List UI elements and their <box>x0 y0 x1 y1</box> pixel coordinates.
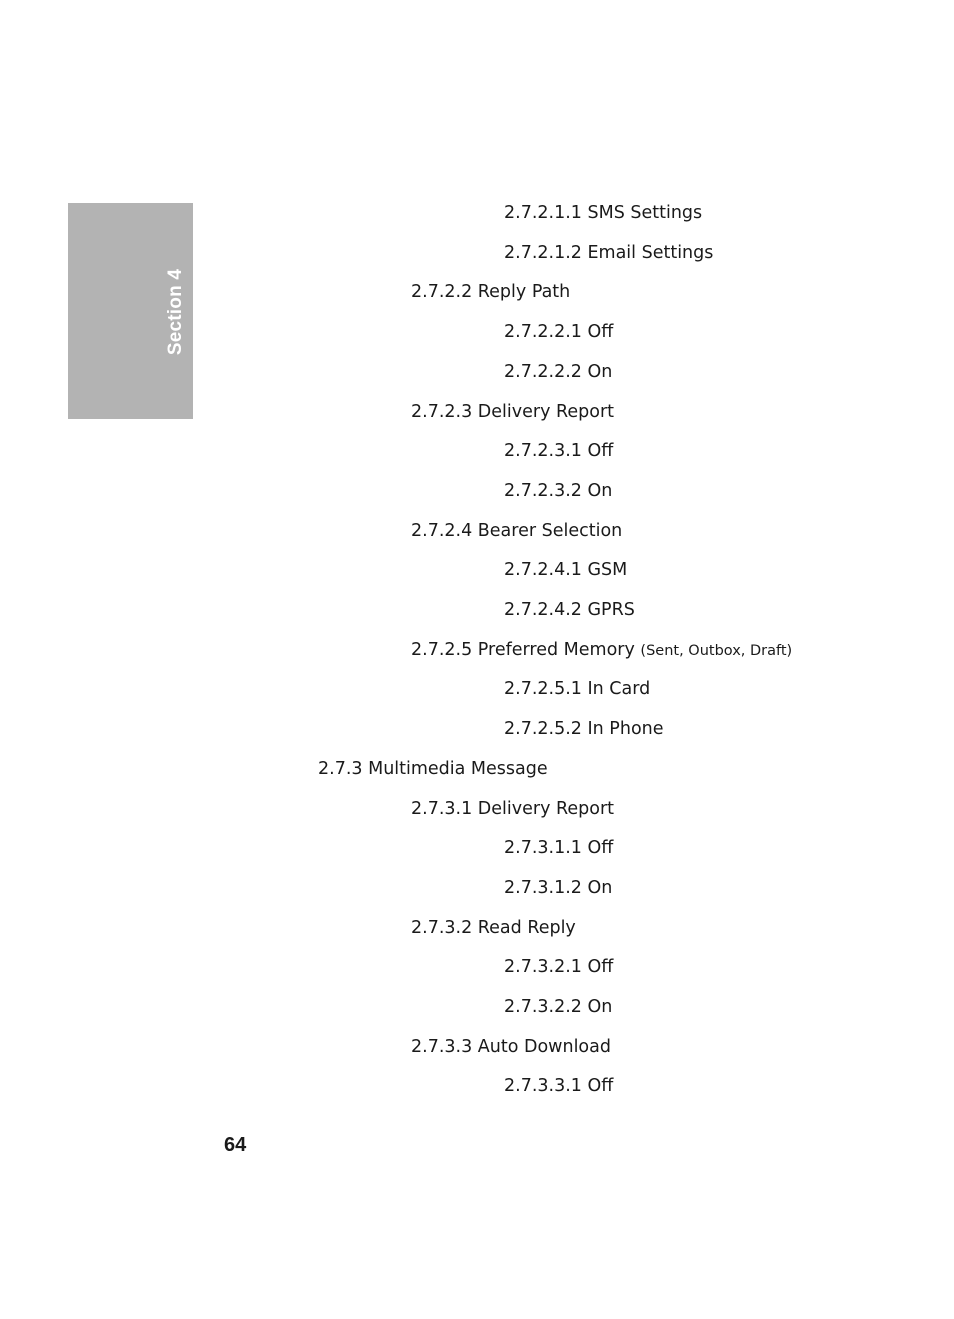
menu-entry-text: 2.7.2.3.2 On <box>504 480 613 501</box>
menu-entry <box>504 877 612 899</box>
menu-entry-text: 2.7.3.2.1 Off <box>504 957 614 978</box>
menu-entry-text: 2.7.2.2.2 On <box>504 361 613 382</box>
menu-entry-text: 2.7.2.5.2 In Phone <box>504 719 664 740</box>
menu-entry <box>504 559 627 581</box>
menu-entry-text: 2.7.2.4.2 GPRS <box>504 600 635 620</box>
menu-entry <box>318 758 548 780</box>
menu-entry <box>411 281 570 303</box>
menu-entry-note: (Sent, Outbox, Draft) <box>640 642 793 659</box>
menu-entry <box>411 639 792 662</box>
menu-entry-text: 2.7.2.4.1 GSM <box>504 560 628 581</box>
menu-entry-text: 2.7.2.5 Preferred Memory <box>411 639 635 660</box>
menu-entry <box>504 996 612 1018</box>
menu-entry-text: 2.7.3.1.1 Off <box>504 838 614 859</box>
page-number: 64 <box>224 1134 247 1156</box>
menu-entry-text: 2.7.2.3 Delivery Report <box>411 401 615 422</box>
menu-entry-text: 2.7.3.2.2 On <box>504 997 613 1017</box>
menu-entry-text: 2.7.3.3 Auto Download <box>411 1036 611 1057</box>
menu-entry <box>411 917 576 939</box>
menu-entry <box>504 718 664 740</box>
menu-entry-text: 2.7.2.1.2 Email Settings <box>504 242 714 263</box>
menu-entry-text: 2.7.3.3.1 Off <box>504 1076 614 1097</box>
menu-entry-text: 2.7.2.1.1 SMS Settings <box>504 203 703 223</box>
menu-entry <box>504 1075 613 1097</box>
menu-entry <box>504 480 612 502</box>
menu-entry <box>504 599 635 621</box>
menu-entry-text: 2.7.2.4 Bearer Selection <box>411 520 623 541</box>
menu-entry-text: 2.7.2.2.1 Off <box>504 322 614 343</box>
menu-entry <box>504 321 613 343</box>
menu-entry <box>504 678 650 700</box>
menu-entry <box>411 1036 611 1058</box>
menu-entry-text: 2.7.2.5.1 In Card <box>504 679 651 700</box>
menu-entry <box>504 202 702 224</box>
menu-entry-text: 2.7.3.1 Delivery Report <box>411 798 615 819</box>
menu-entry-text: 2.7.2.3.1 Off <box>504 441 614 462</box>
menu-entry <box>411 798 614 820</box>
menu-entry-text: 2.7.3 Multimedia Message <box>318 758 548 779</box>
menu-entry <box>504 956 613 978</box>
section-label: Section 4 <box>165 268 186 356</box>
menu-entry-text: 2.7.3.1.2 On <box>504 877 613 898</box>
menu-entry <box>504 440 613 462</box>
menu-entry <box>504 361 612 383</box>
menu-entry <box>504 837 613 859</box>
menu-entry <box>504 242 713 264</box>
menu-entry <box>411 401 614 423</box>
menu-entry-text: 2.7.3.2 Read Reply <box>411 917 576 938</box>
menu-entry-text: 2.7.2.2 Reply Path <box>411 282 571 303</box>
menu-entry <box>411 520 622 542</box>
